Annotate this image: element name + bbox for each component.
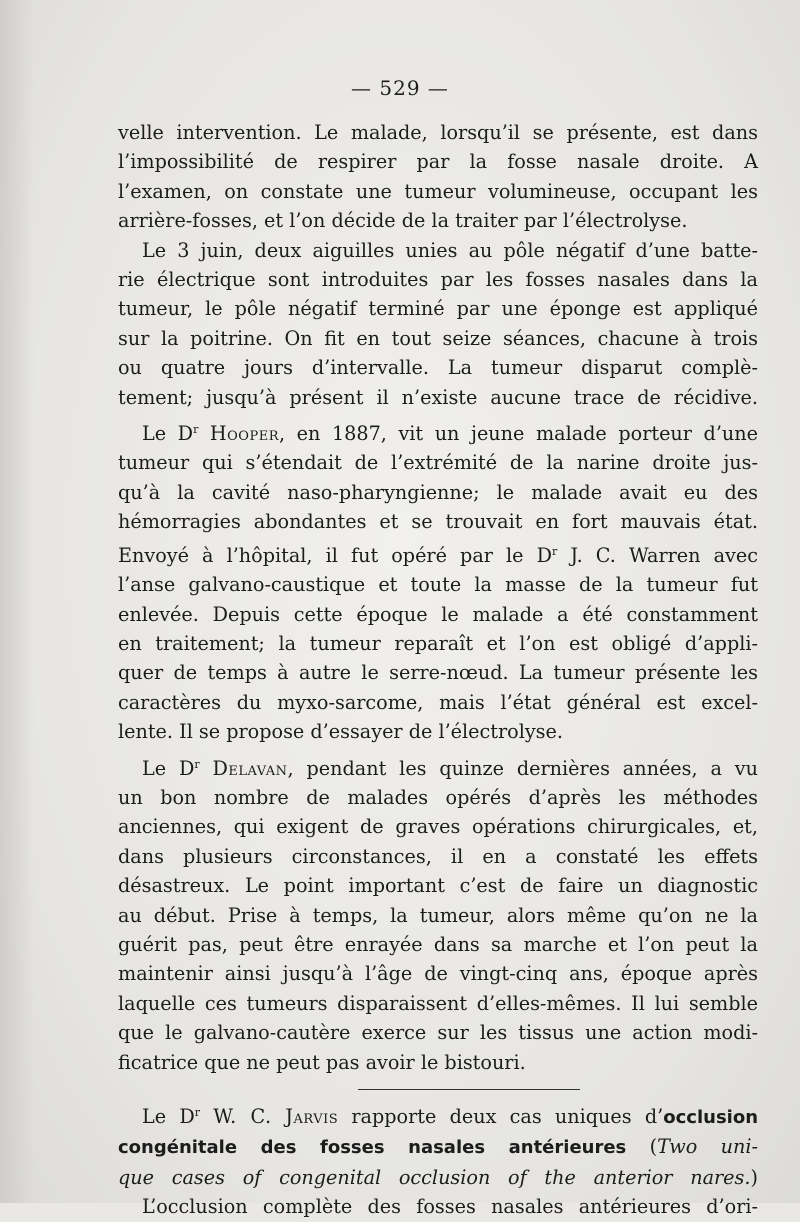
text-line: L’occlusion complète des fosses nasales antérieures d’ori-: [142, 1195, 758, 1219]
english-title: que cases of congenital occlusion of the anterior nares.: [118, 1165, 751, 1189]
text-line: lente. Il se propose d’essayer de l’électrolyse.: [118, 720, 563, 744]
author-name: Hooper: [209, 422, 279, 446]
text-line: tumeur qui s’étendait de l’extrémité de la narine droite jus-: [118, 451, 758, 475]
english-title: Two uni-: [657, 1135, 759, 1159]
text-line: laquelle ces tumeurs disparaissent d’elles-mêmes. Il lui semble: [118, 991, 758, 1015]
delavan-paragraph-start: Le $D^r$ Delavan, pendant les quinze dernières années, a vu: [142, 756, 758, 780]
text-line: dans plusieurs circonstances, il en a constaté les effets: [118, 844, 758, 868]
text-line: au début. Prise à temps, la tumeur, alors même qu’on ne la: [118, 903, 758, 927]
text-line: enlevée. Depuis cette époque le malade a été constamment: [118, 602, 758, 626]
text-line: tumeur, le pôle négatif terminé par une éponge est appliqué: [118, 297, 758, 321]
text-line: congénitale des fosses nasales antérieures (Two uni-: [118, 1135, 759, 1159]
text-line: un bon nombre de malades opérés d’après les méthodes: [118, 785, 758, 809]
text-line: l’examen, on constate une tumeur volumineuse, occupant les: [118, 179, 758, 203]
page-shadow: [0, 0, 34, 1203]
text-line: l’anse galvano-caustique et toute la masse de la tumeur fut: [118, 573, 758, 597]
text-line: que cases of congenital occlusion of the anterior nares.): [118, 1165, 758, 1189]
text-line: velle intervention. Le malade, lorsqu’il se présente, est dans: [118, 121, 758, 144]
text-line: anciennes, qui exigent de graves opérations chirurgicales, et,: [118, 815, 758, 839]
text-line: rie électrique sont introduites par les fosses nasales dans la: [118, 268, 758, 292]
text-line: désastreux. Le point important c’est de faire un diagnostic: [118, 874, 758, 898]
text-line: maintenir ainsi jusqu’à l’âge de vingt-cinq ans, époque après: [118, 962, 758, 986]
jarvis-paragraph-start: Le $D^r$ W. C. Jarvis rapporte deux cas uniques d’occlusion: [142, 1105, 759, 1128]
text-line: en traitement; la tumeur reparaît et l’on est obligé d’appli-: [118, 631, 758, 655]
text-line: sur la poitrine. On fit en tout seize séances, chacune à trois: [118, 326, 758, 350]
text-line: tement; jusqu’à présent il n’existe aucune trace de récidive.: [118, 385, 758, 409]
text-line: guérit pas, peut être enrayée dans sa marche et l’on peut la: [118, 932, 758, 956]
text-line: Envoyé à l’hôpital, il fut opéré par le $D^r$ J. C. Warren avec: [118, 543, 758, 567]
article-title: occlusion: [663, 1107, 759, 1128]
article-title: congénitale des fosses nasales antérieures: [118, 1137, 627, 1159]
text-line: l’impossibilité de respirer par la fosse nasale droite. A: [118, 150, 758, 174]
author-name: W. C. Jarvis: [213, 1105, 339, 1128]
text-line: arrière-fosses, et l’on décide de la traiter par l’électrolyse.: [118, 209, 688, 233]
text-line: quer de temps à autre le serre-nœud. La tumeur présente les: [118, 661, 758, 685]
text-line: que le galvano-cautère exerce sur les tissus une action modi-: [118, 1021, 758, 1045]
text-line: Le 3 juin, deux aiguilles unies au pôle négatif d’une batte-: [142, 238, 758, 262]
author-name: Delavan: [212, 756, 288, 780]
text-line: caractères du myxo-sarcome, mais l’état général est excel-: [118, 690, 758, 714]
text-line: ficatrice que ne peut pas avoir le bistouri.: [118, 1050, 526, 1074]
text-line: hémorragies abondantes et se trouvait en fort mauvais état.: [118, 510, 758, 534]
section-divider: [358, 1089, 580, 1090]
page-number: — 529 —: [351, 76, 449, 100]
hooper-paragraph-start: Le $D^r$ Hooper, en 1887, vit un jeune malade porteur d’une: [142, 422, 758, 446]
text-line: ou quatre jours d’intervalle. La tumeur disparut complè-: [118, 356, 758, 380]
text-line: qu’à la cavité naso-pharyngienne; le malade avait eu des: [118, 480, 758, 504]
body-text: [118, 118, 758, 1222]
